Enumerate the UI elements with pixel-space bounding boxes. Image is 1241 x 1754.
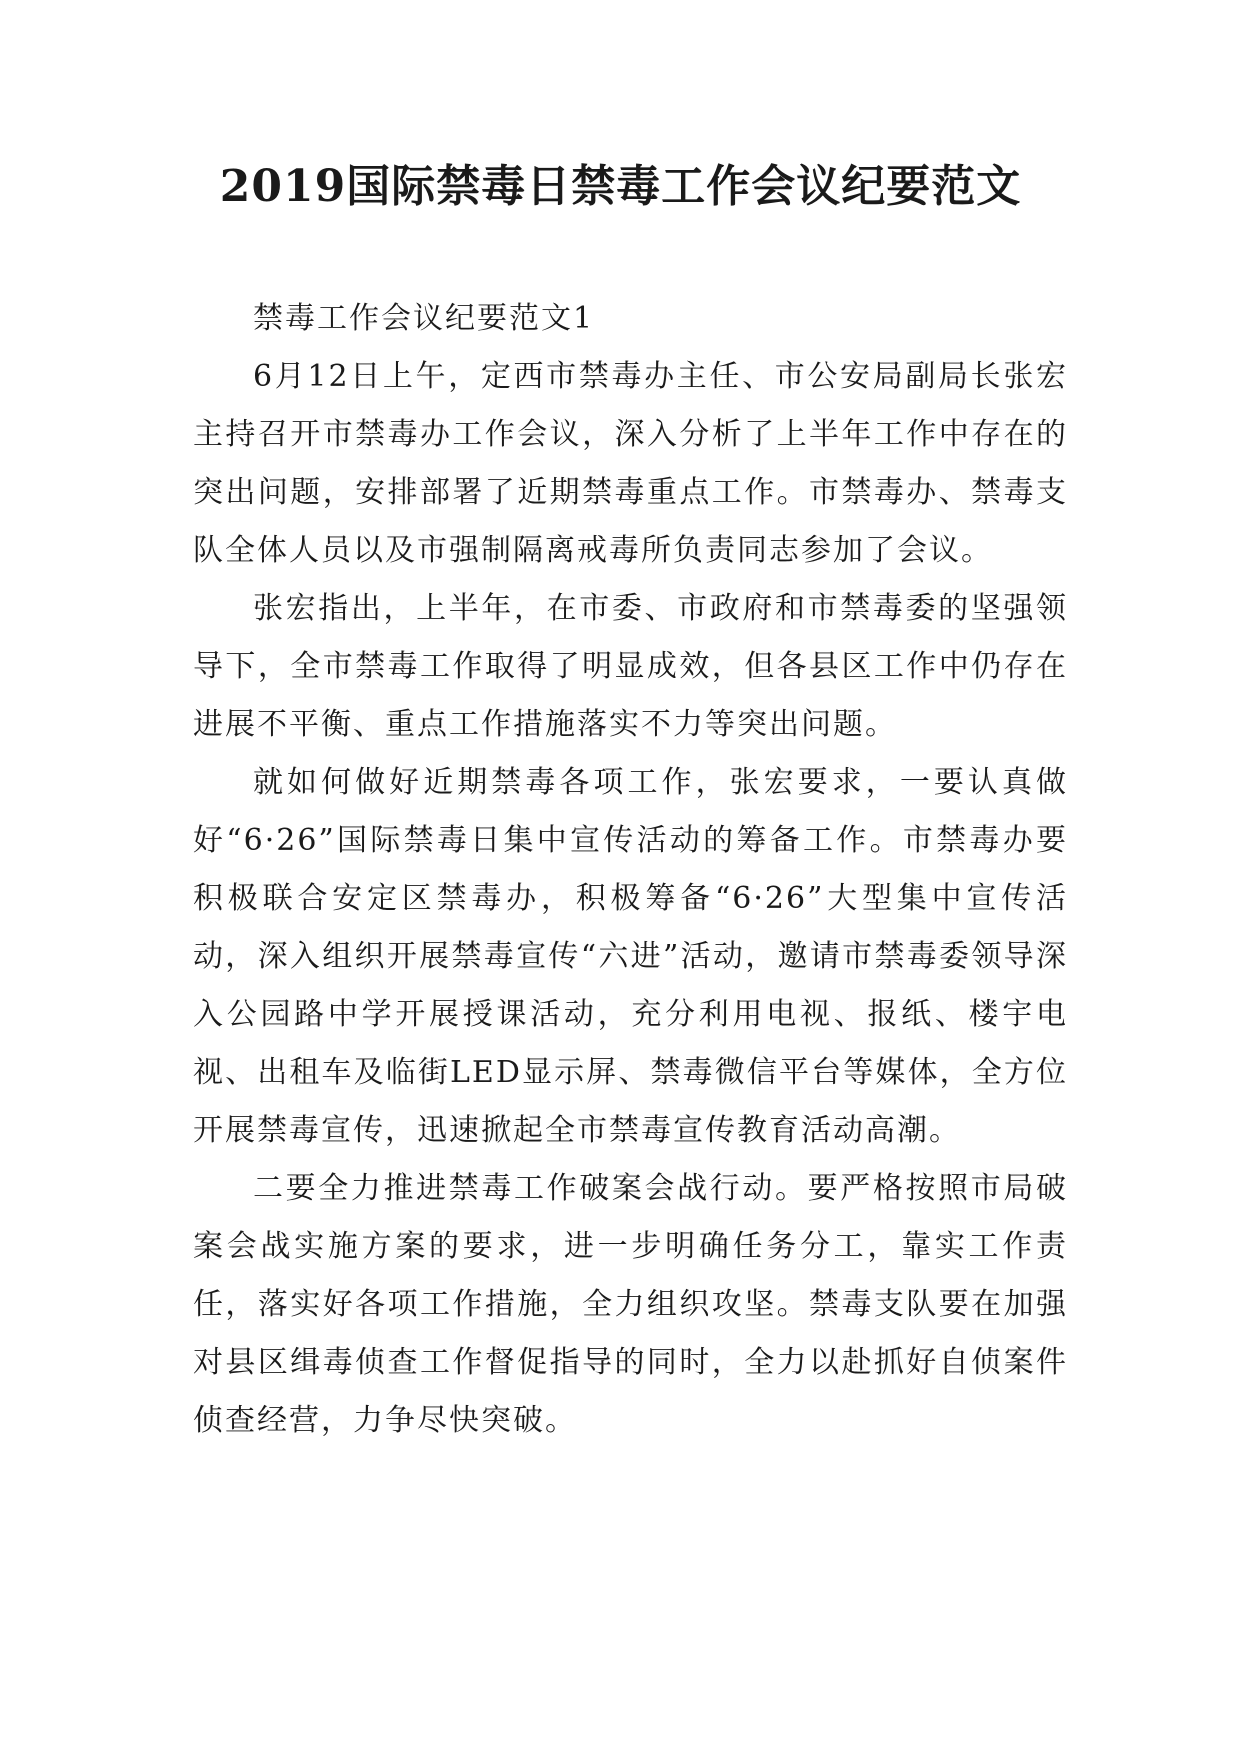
section-heading: 禁毒工作会议纪要范文1 (253, 301, 595, 336)
paragraph: 二要全力推进禁毒工作破案会战行动。要严格按照市局破案会战实施方案的要求，进一步明确任务分工，靠实工作责任，落实好各项工作措施，全力组织攻坚。禁毒支队要在加强对县区缉毒侦查工作督促指导的同时，全力以赴抓好自侦案件侦查经营，力争尽快突破。 (193, 1171, 1068, 1438)
paragraph: 6月12日上午，定西市禁毒办主任、市公安局副局长张宏主持召开市禁毒办工作会议，深入分析了上半年工作中存在的突出问题，安排部署了近期禁毒重点工作。市禁毒办、禁毒支队全体人员以及市强制隔离戒毒所负责同志参加了会议。 (193, 359, 1068, 568)
document-title: 2019国际禁毒日禁毒工作会议纪要范文 (219, 161, 1022, 212)
paragraph: 就如何做好近期禁毒各项工作，张宏要求，一要认真做好“6·26”国际禁毒日集中宣传活动的筹备工作。市禁毒办要积极联合安定区禁毒办，积极筹备“6·26”大型集中宣传活动，深入组织开展禁毒宣传“六进”活动，邀请市禁毒委领导深入公园路中学开展授课活动，充分利用电视、报纸、楼宇电视、出租车及临街LED显示屏、禁毒微信平台等媒体，全方位开展禁毒宣传，迅速掀起全市禁毒宣传教育活动高潮。 (193, 765, 1068, 1148)
document-body (193, 290, 1068, 1450)
paragraph: 张宏指出，上半年，在市委、市政府和市禁毒委的坚强领导下，全市禁毒工作取得了明显成效，但各县区工作中仍存在进展不平衡、重点工作措施落实不力等突出问题。 (193, 591, 1068, 742)
